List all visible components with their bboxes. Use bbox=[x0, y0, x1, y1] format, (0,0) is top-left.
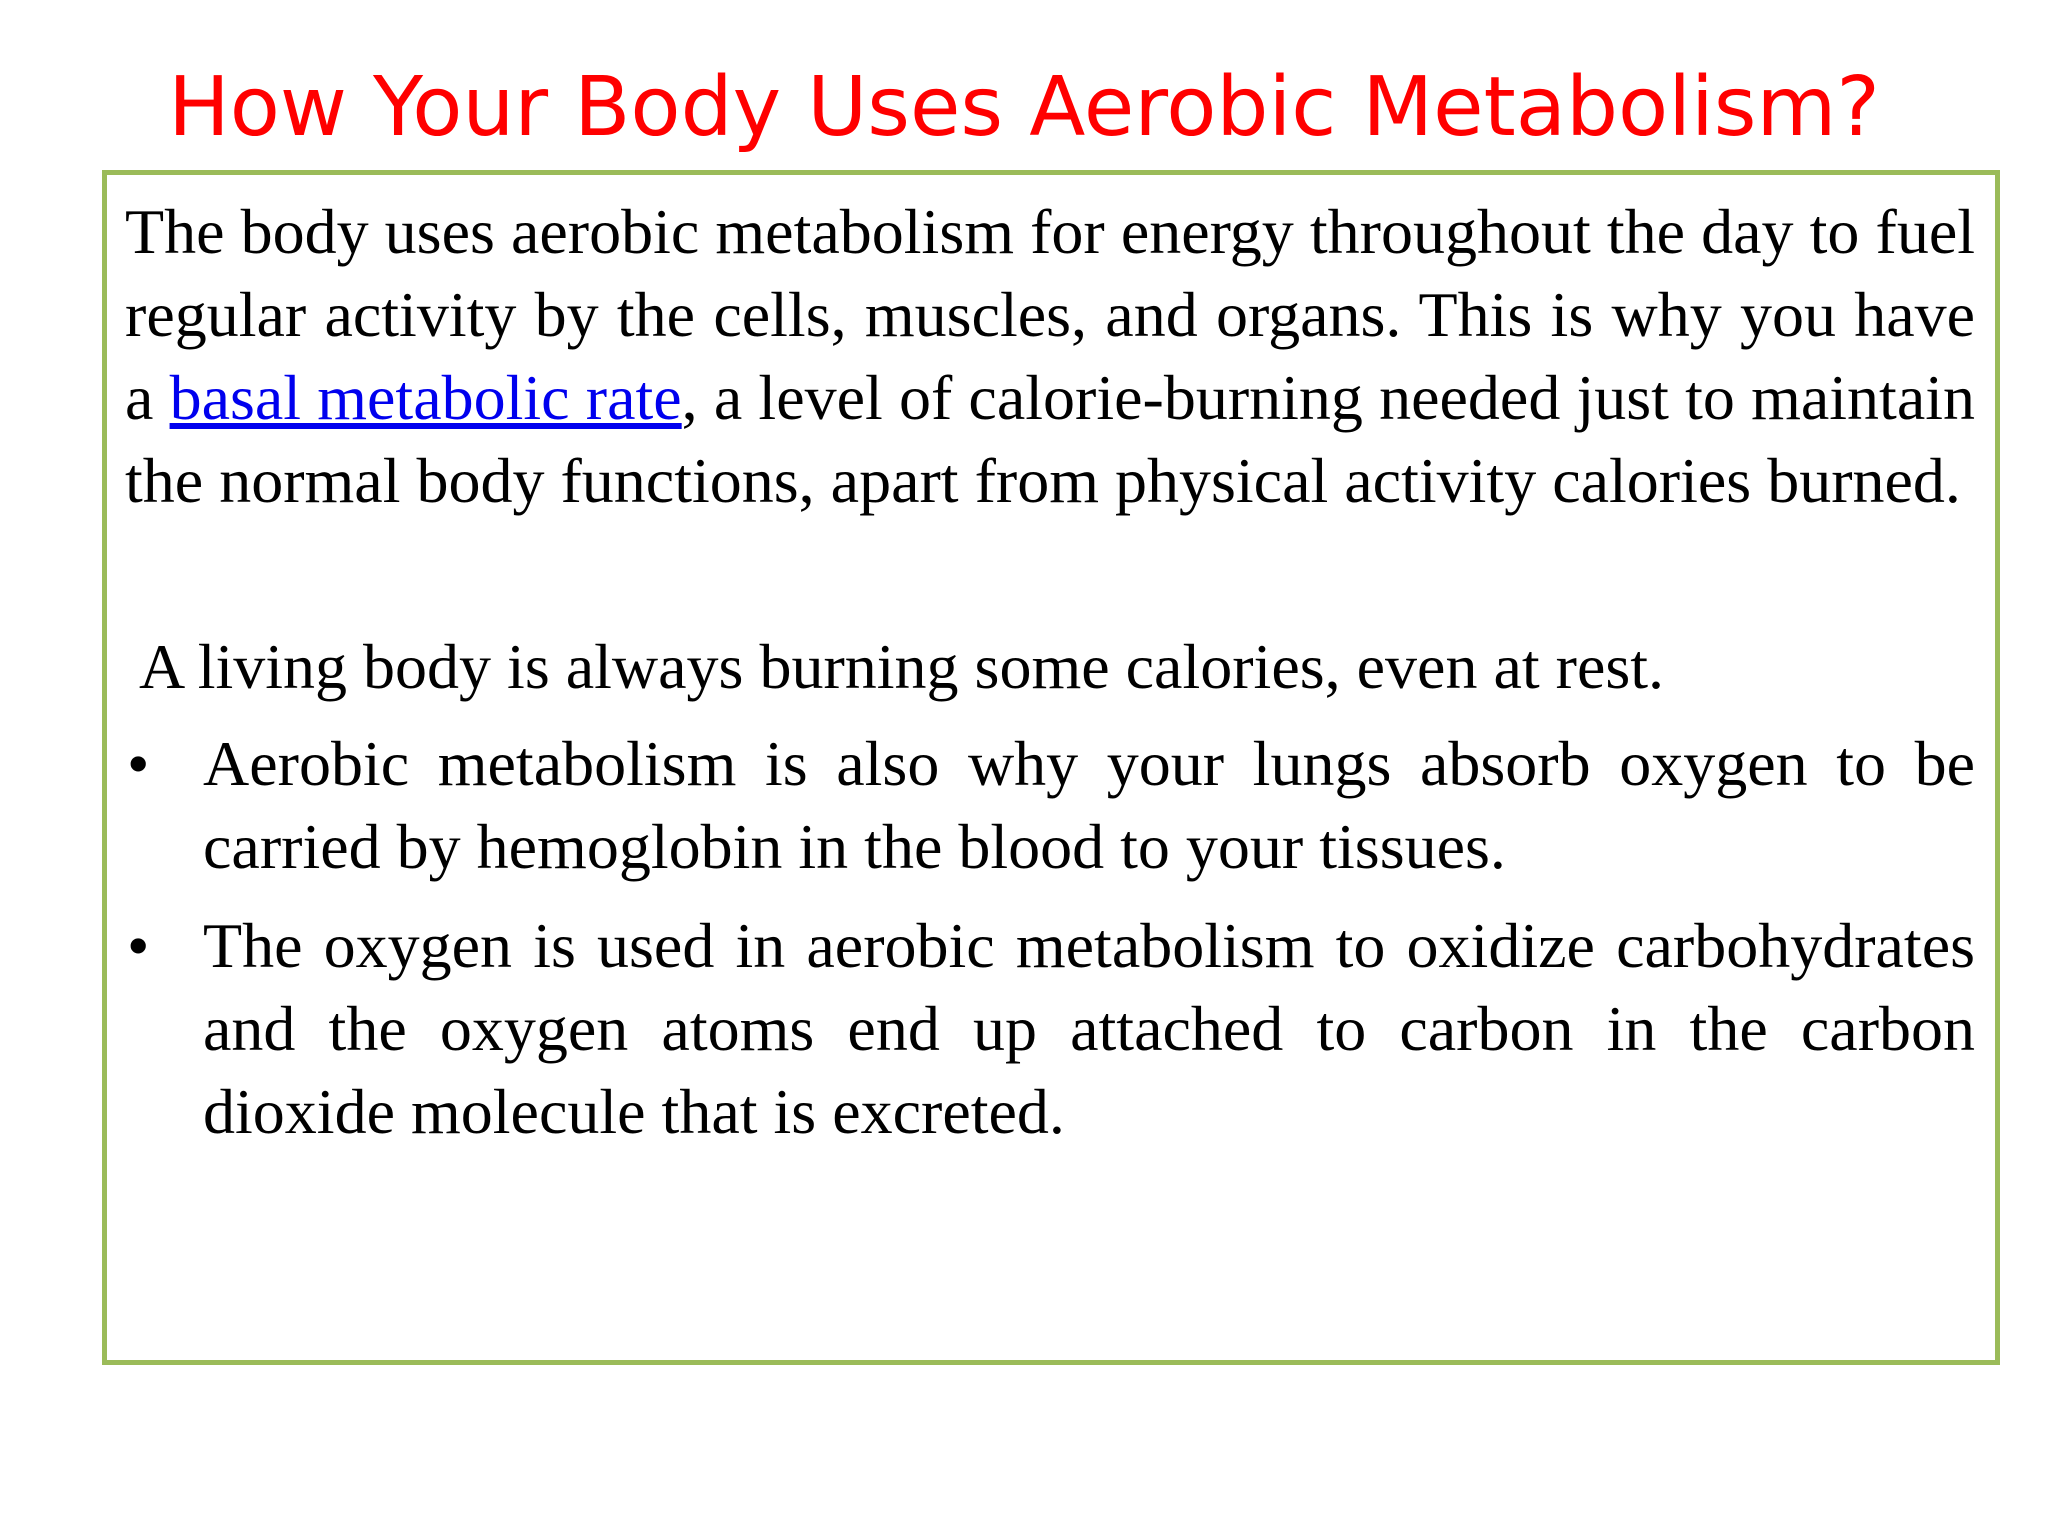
intro-text-after-link: , a level of calorie-burning needed just to maintain the normal body functions, apart from physical activity calories burned. bbox=[125, 362, 1976, 516]
bullet-item-oxygen bbox=[125, 904, 1975, 1153]
bullet-item-lungs bbox=[125, 722, 1975, 888]
slide-title: How Your Body Uses Aerobic Metabolism? bbox=[168, 60, 1880, 155]
basal-metabolic-rate-link[interactable]: basal metabolic rate bbox=[169, 362, 682, 433]
bullet-icon: • bbox=[127, 728, 150, 799]
bullet-text: Aerobic metabolism is also why your lungs absorb oxygen to be carried by hemoglobin in the blood to your tissues. bbox=[203, 728, 1975, 882]
bullet-text: The oxygen is used in aerobic metabolism to oxidize carbohydrates and the oxygen atoms end up attached to carbon in the carbon dioxide molecule that is excreted. bbox=[203, 910, 1975, 1147]
bullet-icon: • bbox=[127, 910, 150, 981]
bullet-list bbox=[125, 722, 1975, 1153]
intro-text-before-link: The body uses aerobic metabolism for energy throughout the day to fuel regular activity by the cells, muscles, and organs. This is why you have a bbox=[125, 196, 1975, 433]
slide-body bbox=[125, 190, 1975, 1169]
intro-paragraph bbox=[125, 190, 1975, 522]
rest-statement: A living body is always burning some calories, even at rest. bbox=[139, 631, 1665, 702]
